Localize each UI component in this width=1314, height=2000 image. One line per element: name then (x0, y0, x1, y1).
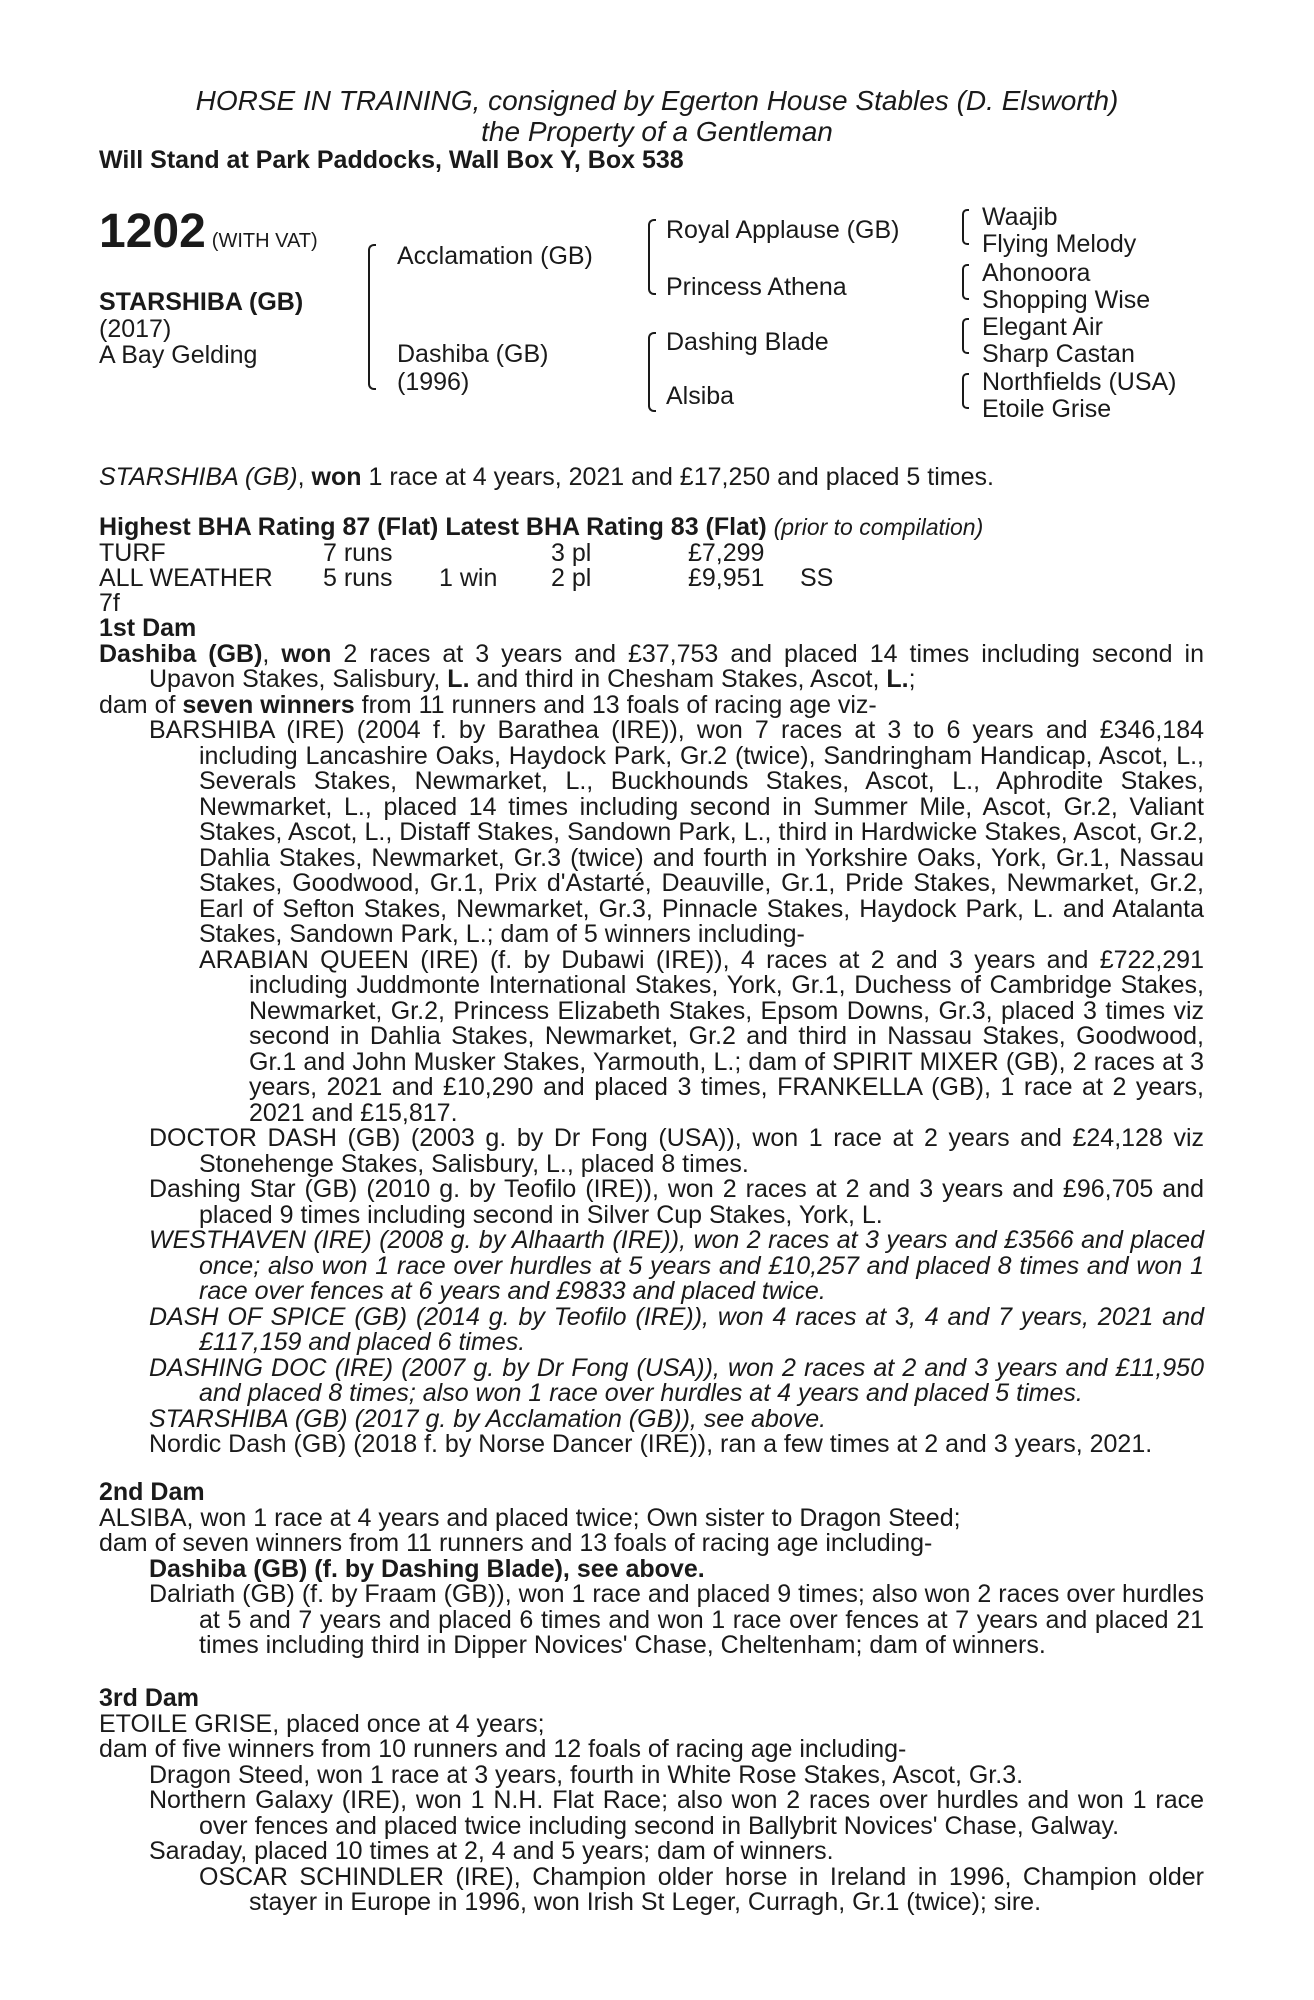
race-summary: STARSHIBA (GB), won 1 race at 4 years, 2021 and £17,250 and placed 5 times. (99, 463, 994, 491)
grandparent-3: Ahonoora (982, 259, 1091, 287)
produce-barshiba: BARSHIBA (IRE) (2004 f. by Barathea (IRE)), won 7 races at 3 to 6 years and £346,184 including Lancashire Oaks, Haydock Park, Gr.2 (twice), Sandringham Handicap, Ascot, L., Severals Stakes, Newmarket, L., Buckhounds Stakes, Ascot, L., Aphrodite Stakes, Newmarket, L., placed 14 times including second in Summer Mile, Ascot, Gr.2, Valiant Stakes, Ascot, L., Distaff Stakes, Sandown Park, L., third in Hardwicke Stakes, Ascot, Gr.2, Dahlia Stakes, Newmarket, Gr.3 (twice) and fourth in Yorkshire Oaks, York, Gr.1, Nassau Stakes, Goodwood, Gr.1, Prix d'Astarté, Deauville, Gr.1, Pride Stakes, Newmarket, Gr.2, Earl of Sefton Stakes, Newmarket, Gr.3, Pinnacle Stakes, Haydock Park, L. and Atalanta Stakes, Sandown Park, L.; dam of 5 winners including- (149, 716, 1204, 948)
second-dam-heading: 2nd Dam (99, 1478, 205, 1506)
vat-note: (WITH VAT) (211, 230, 318, 252)
dam-dam: Alsiba (666, 382, 735, 410)
first-dam-heading: 1st Dam (99, 614, 197, 642)
record-row-turf: TURF 7 runs 3 pl £7,299 (99, 539, 765, 567)
grandparent-4: Shopping Wise (982, 286, 1151, 314)
bracket-g4 (962, 373, 969, 409)
third-dam-produce-summary: dam of five winners from 10 runners and 12 foals of racing age including- (99, 1735, 907, 1763)
produce-dash-of-spice: DASH OF SPICE (GB) (2014 g. by Teofilo (IRE)), won 4 races at 3, 4 and 7 years, 2021 and £117,159 and placed 6 times. (149, 1302, 1204, 1356)
produce-dashing-doc: DASHING DOC (IRE) (2007 g. by Dr Fong (USA)), won 2 races at 2 and 3 years and £11,950 and placed 8 times; also won 1 race over hurdles at 4 years and placed 5 times. (149, 1353, 1204, 1407)
first-dam-record: Dashiba (GB), won 2 races at 3 years and £37,753 and placed 14 times including second in Upavon Stakes, Salisbury, L. and third in Chesham Stakes, Ascot, L.; (99, 639, 1204, 693)
produce-dalriath: Dalriath (GB) (f. by Fraam (GB)), won 1 race and placed 9 times; also won 2 races over hurdles at 5 and 7 years and placed 6 times and won 1 race over fences at 7 years and placed 21 times including third in Dipper Novices' Chase, Cheltenham; dam of winners. (149, 1580, 1204, 1659)
third-dam-record: ETOILE GRISE, placed once at 4 years; (99, 1709, 545, 1738)
first-dam-produce-summary: dam of seven winners from 11 runners and 13 foals of racing age viz- (99, 690, 877, 719)
produce-dashing-star: Dashing Star (GB) (2010 g. by Teofilo (IRE)), won 2 races at 2 and 3 years and £96,705 and placed 9 times including second in Silver Cup Stakes, York, L. (149, 1175, 1204, 1229)
sire-sire: Royal Applause (GB) (666, 216, 900, 244)
rating-line: Highest BHA Rating 87 (Flat) Latest BHA Rating 83 (Flat) (prior to compilation) (99, 513, 984, 541)
third-dam-section (99, 1686, 1204, 1916)
bracket-g1 (962, 209, 969, 245)
sire: Acclamation (GB) (397, 242, 593, 270)
horse-description: A Bay Gelding (99, 341, 258, 369)
horse-name: STARSHIBA (GB) (99, 288, 304, 316)
dam-bracket (648, 332, 656, 412)
grandparent-1: Waajib (982, 203, 1058, 231)
produce-dashiba: Dashiba (GB) (f. by Dashing Blade), see above. (149, 1554, 705, 1583)
produce-northern-galaxy: Northern Galaxy (IRE), won 1 N.H. Flat Race; also won 2 races over hurdles and won 1 race over fences and placed twice including second in Ballybrit Novices' Chase, Galway. (149, 1786, 1204, 1840)
produce-dragon-steed: Dragon Steed, won 1 race at 3 years, fourth in White Rose Stakes, Ascot, Gr.3. (149, 1760, 1024, 1789)
lot-number: 1202 (WITH VAT) (99, 205, 318, 258)
grandparent-2: Flying Melody (982, 230, 1137, 258)
dam: Dashiba (GB) (397, 340, 549, 368)
produce-oscar-schindler: OSCAR SCHINDLER (IRE), Champion older horse in Ireland in 1996, Champion older stayer in Europe in 1996, won Irish St Leger, Curragh, Gr.1 (twice); sire. (199, 1862, 1204, 1916)
grandparent-6: Sharp Castan (982, 340, 1135, 368)
grandparent-7: Northfields (USA) (982, 368, 1177, 396)
produce-westhaven: WESTHAVEN (IRE) (2008 g. by Alhaarth (IRE)), won 2 races at 3 years and £3566 and placed once; also won 1 race over hurdles at 5 years and £10,257 and placed 8 times and won 1 race over fences at 6 years and £9833 and placed twice. (149, 1226, 1204, 1305)
produce-doctor-dash: DOCTOR DASH (GB) (2003 g. by Dr Fong (USA)), won 1 race at 2 years and £24,128 viz Stonehenge Stakes, Salisbury, L., placed 8 times. (149, 1124, 1204, 1178)
property-line: the Property of a Gentleman (481, 116, 833, 147)
bracket-g3 (962, 318, 969, 354)
produce-saraday: Saraday, placed 10 times at 2, 4 and 5 years; dam of winners. (149, 1837, 834, 1865)
produce-nordic-dash: Nordic Dash (GB) (2018 f. by Norse Dancer (IRE)), ran a few times at 2 and 3 years, 2021. (149, 1430, 1153, 1458)
third-dam-heading: 3rd Dam (99, 1684, 200, 1712)
dam-sire: Dashing Blade (666, 328, 829, 356)
consignor-line: HORSE IN TRAINING, consigned by Egerton House Stables (D. Elsworth) (195, 85, 1119, 116)
second-dam-record: ALSIBA, won 1 race at 4 years and placed twice; Own sister to Dragon Steed; (99, 1503, 961, 1532)
stand-line: Will Stand at Park Paddocks, Wall Box Y, Box 538 (99, 146, 684, 174)
dam-year: (1996) (397, 368, 470, 396)
produce-arabian-queen: ARABIAN QUEEN (IRE) (f. by Dubawi (IRE)), 4 races at 2 and 3 years and £722,291 including Juddmonte International Stakes, York, Gr.1, Duchess of Cambridge Stakes, Newmarket, Gr.2, Princess Elizabeth Stakes, Epsom Downs, Gr.3, placed 3 times viz second in Dahlia Stakes, Newmarket, Gr.2 and third in Nassau Stakes, Goodwood, Gr.1 and John Musker Stakes, Yarmouth, L.; dam of SPIRIT MIXER (GB), 2 races at 3 years, 2021 and £10,290 and placed 3 times, FRANKELLA (GB), 1 race at 2 years, 2021 and £15,817. (199, 945, 1204, 1127)
sire-bracket (648, 219, 656, 295)
pedigree-bracket (368, 244, 376, 390)
race-record (99, 541, 1204, 616)
grandparent-8: Etoile Grise (982, 395, 1112, 423)
sire-dam: Princess Athena (666, 273, 847, 301)
bracket-g2 (962, 264, 969, 300)
produce-starshiba: STARSHIBA (GB) (2017 g. by Acclamation (GB)), see above. (149, 1404, 827, 1433)
second-dam-produce-summary: dam of seven winners from 11 runners and 13 foals of racing age including- (99, 1529, 933, 1557)
second-dam-section (99, 1480, 1204, 1659)
horse-year: (2017) (99, 315, 172, 343)
first-dam-section (99, 616, 1204, 1458)
grandparent-5: Elegant Air (982, 313, 1103, 341)
record-row-all-weather: ALL WEATHER 5 runs 1 win 2 pl £9,951 SS 7f (99, 564, 834, 617)
